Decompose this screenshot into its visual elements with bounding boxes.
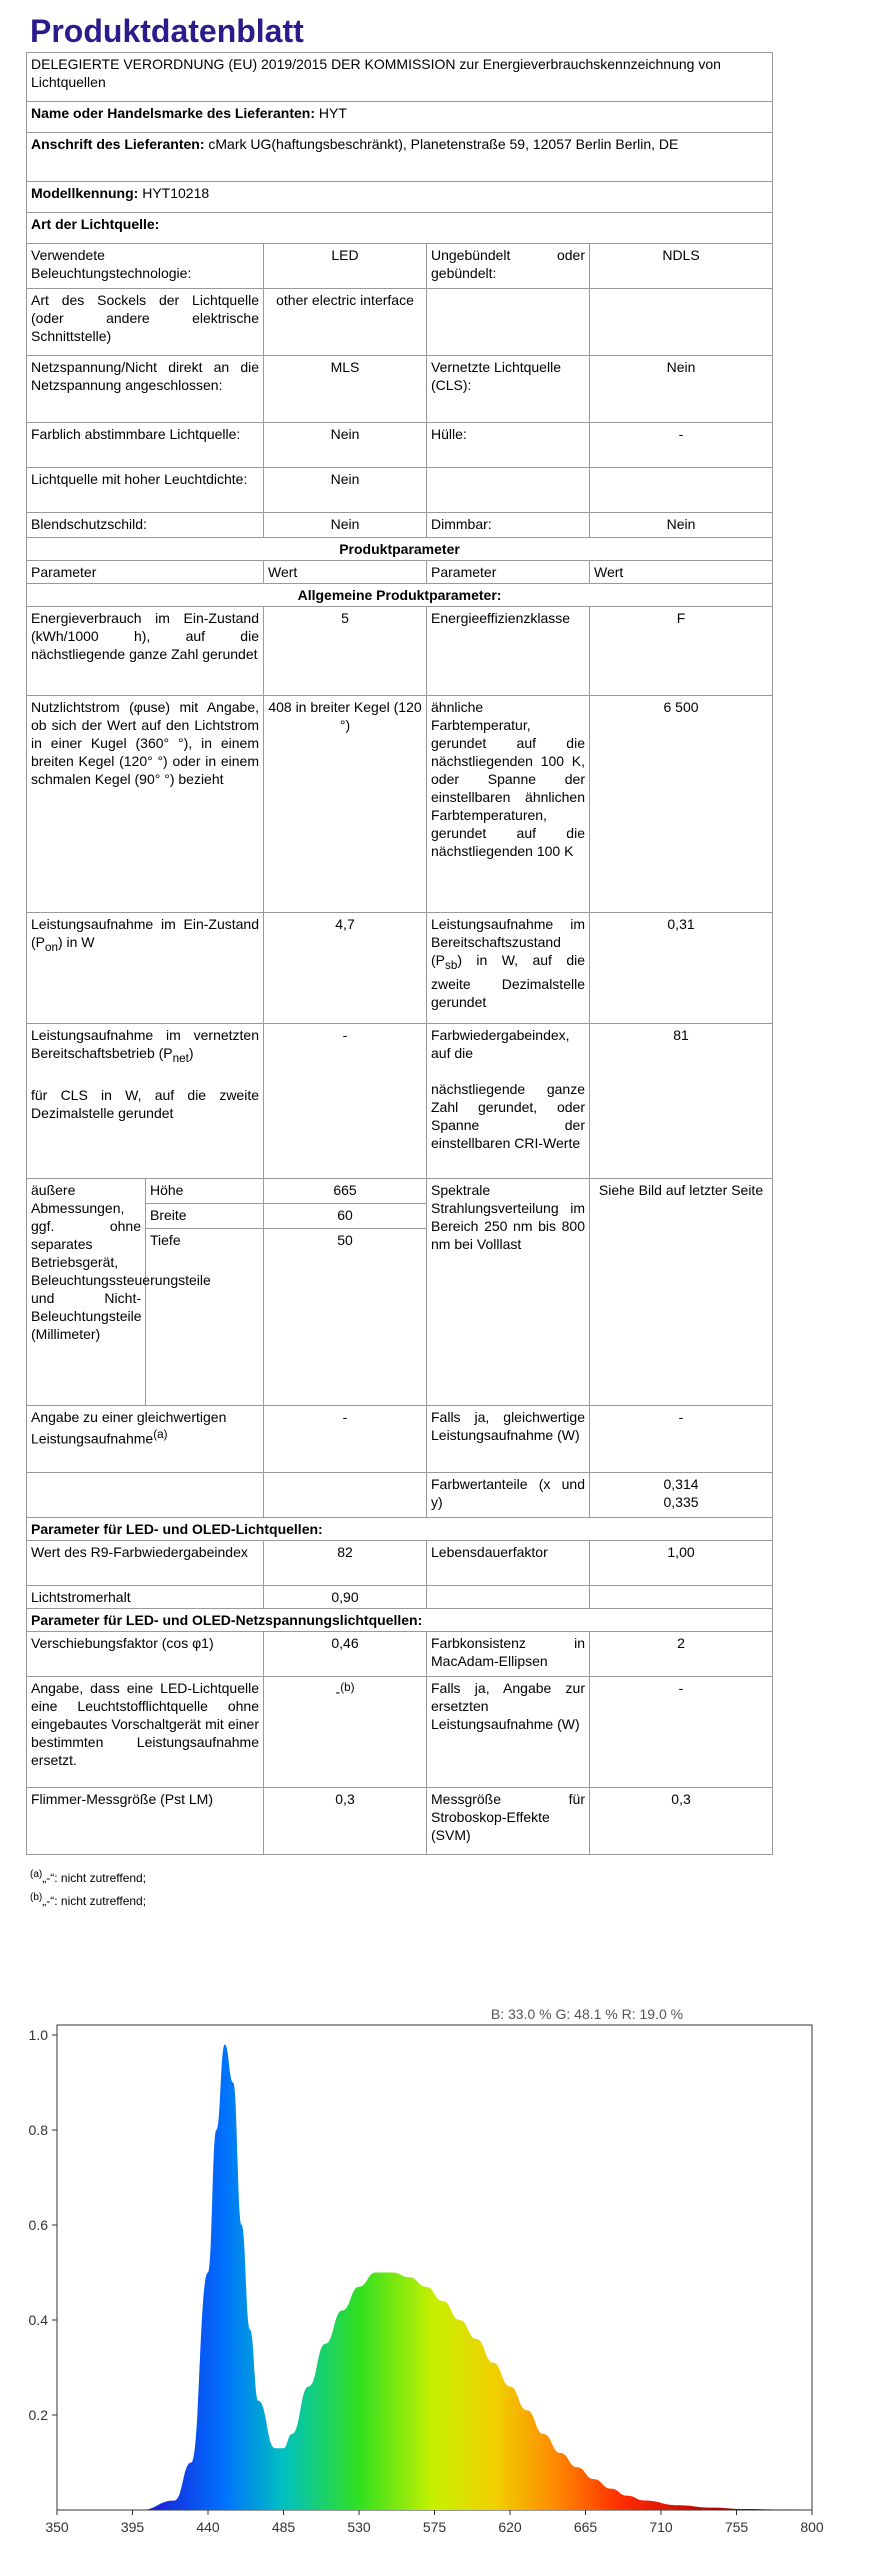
lumen-maintenance-label: Lichtstromerhalt bbox=[27, 1586, 264, 1609]
efficiency-class-value: F bbox=[590, 607, 773, 696]
flux-label: Nutzlichtstrom (φuse) mit Angabe, ob sich der Wert auf den Lichtstrom in einer Kugel (360° °), in einem breiten Kegel (120° °) oder in einem schmalen Kegel (90° °) bezieht bbox=[27, 696, 264, 913]
bundled-label: Ungebündelt oder gebündelt: bbox=[427, 244, 590, 289]
general-params-heading: Allgemeine Produktparameter: bbox=[27, 584, 773, 607]
r9-label: Wert des R9-Farbwiedergabeindex bbox=[27, 1541, 264, 1586]
y-tick-label: 1.0 bbox=[28, 2027, 48, 2043]
colour-tunable-value: Nein bbox=[264, 423, 427, 468]
stroboscopic-label: Messgröße für Stroboskop-Effekte (SVM) bbox=[427, 1788, 590, 1855]
pon-value: 4,7 bbox=[264, 913, 427, 1024]
width-value: 60 bbox=[264, 1204, 427, 1229]
cct-label: ähnliche Farbtemperatur, gerundet auf die nächstliegenden 100 K, oder Spanne der einstellbaren ähnlichen Farbtemperaturen, gerundet auf die nächstliegenden 100 K bbox=[427, 696, 590, 913]
flux-value: 408 in breiter Kegel (120 °) bbox=[264, 696, 427, 913]
cct-value: 6 500 bbox=[590, 696, 773, 913]
spd-label: Spektrale Strahlungsverteilung im Bereich 250 nm bis 800 nm bei Volllast bbox=[427, 1179, 590, 1406]
x-tick-label: 530 bbox=[347, 2519, 371, 2535]
x-tick-label: 710 bbox=[649, 2519, 673, 2535]
supplier-address-row bbox=[27, 133, 773, 182]
power-factor-label: Verschiebungsfaktor (cos φ1) bbox=[27, 1632, 264, 1677]
energy-label: Energieverbrauch im Ein-Zustand (kWh/1000 h), auf die nächstliegende ganze Zahl gerundet bbox=[27, 607, 264, 696]
depth-value: 50 bbox=[264, 1229, 427, 1406]
cri-value: 81 bbox=[590, 1024, 773, 1179]
x-tick-label: 665 bbox=[573, 2519, 598, 2535]
lumen-maintenance-value: 0,90 bbox=[264, 1586, 427, 1609]
x-tick-label: 440 bbox=[196, 2519, 220, 2535]
depth-label: Tiefe bbox=[146, 1229, 264, 1406]
product-params-heading: Produktparameter bbox=[27, 538, 773, 561]
x-tick-label: 395 bbox=[120, 2519, 145, 2535]
supplier-name-row bbox=[27, 102, 773, 133]
supplier-address-label: Anschrift des Lieferanten: bbox=[31, 136, 205, 152]
col-value: Wert bbox=[264, 561, 427, 584]
x-tick-label: 755 bbox=[724, 2519, 749, 2535]
y-tick-label: 0.2 bbox=[28, 2407, 48, 2423]
model-row bbox=[27, 182, 773, 213]
envelope-label: Hülle: bbox=[427, 423, 590, 468]
footnote-b: $^{(b)}$„-“: nicht zutreffend; bbox=[30, 1892, 147, 1908]
x-tick-label: 800 bbox=[800, 2519, 824, 2535]
dimensions-label: äußere Abmessungen, ggf. ohne separates Betriebsgerät, Beleuchtungssteuerungsteile und Nicht-Beleuchtungsteile (Millimeter) bbox=[27, 1179, 146, 1406]
led-params-heading: Parameter für LED- und OLED-Lichtquellen: bbox=[27, 1518, 773, 1541]
product-data-sheet bbox=[26, 10, 772, 1911]
energy-value: 5 bbox=[264, 607, 427, 696]
chromaticity-label: Farbwertanteile (x und y) bbox=[427, 1473, 590, 1518]
mains-label: Netzspannung/Nicht direkt an die Netzspannung angeschlossen: bbox=[27, 356, 264, 423]
power-factor-value: 0,46 bbox=[264, 1632, 427, 1677]
colour-tunable-label: Farblich abstimmbare Lichtquelle: bbox=[27, 423, 264, 468]
psb-value: 0,31 bbox=[590, 913, 773, 1024]
y-axis bbox=[29, 2027, 57, 2423]
bundled-value: NDLS bbox=[590, 244, 773, 289]
spd-value: Siehe Bild auf letzter Seite bbox=[590, 1179, 773, 1406]
y-tick-label: 0.4 bbox=[28, 2312, 48, 2328]
supplier-name: HYT bbox=[318, 105, 347, 121]
anti-glare-value: Nein bbox=[264, 513, 427, 538]
mains-params-heading: Parameter für LED- und OLED-Netzspannungslichtquellen: bbox=[27, 1609, 773, 1632]
data-table bbox=[26, 52, 773, 1855]
retrofit-power-value: - bbox=[590, 1677, 773, 1788]
y-tick-label: 0.8 bbox=[28, 2122, 48, 2138]
r9-value: 82 bbox=[264, 1541, 427, 1586]
stroboscopic-value: 0,3 bbox=[590, 1788, 773, 1855]
page-title: Produktdatenblatt bbox=[30, 13, 304, 49]
pnet-label: Leistungsaufnahme im vernetzten Bereitschaftsbetrieb $(P_{net})$ für CLS in W, auf die zweite Dezimalstelle gerundet bbox=[27, 1024, 264, 1179]
spectrum-chart bbox=[12, 2005, 882, 2555]
equivalent-power-label: Angabe zu einer gleichwertigen Leistungsaufnahme$^{(a)}$ bbox=[27, 1406, 264, 1473]
efficiency-class-label: Energieeffizienzklasse bbox=[427, 607, 590, 696]
mains-value: MLS bbox=[264, 356, 427, 423]
x-tick-label: 350 bbox=[45, 2519, 69, 2535]
dimmable-label: Dimmbar: bbox=[427, 513, 590, 538]
footnote-a: $^{(a)}$„-“: nicht zutreffend; bbox=[30, 1869, 147, 1885]
model-id: HYT10218 bbox=[142, 185, 210, 201]
retrofit-label: Angabe, dass eine LED-Lichtquelle eine Leuchtstofflichtquelle ohne eingebautes Vorschaltgerät mit einer bestimmten Leistungsaufnahme ersetzt. bbox=[27, 1677, 264, 1788]
x-axis bbox=[45, 2510, 824, 2535]
supplier-name-label: Name oder Handelsmarke des Lieferanten: bbox=[31, 105, 315, 121]
anti-glare-label: Blendschutzschild: bbox=[27, 513, 264, 538]
pon-label: Leistungsaufnahme im Ein-Zustand $(P_{on})$ in W bbox=[27, 913, 264, 1024]
retrofit-power-label: Falls ja, Angabe zur ersetzten Leistungsaufnahme (W) bbox=[427, 1677, 590, 1788]
col-value-2: Wert bbox=[590, 561, 773, 584]
lifetime-factor-label: Lebensdauerfaktor bbox=[427, 1541, 590, 1586]
height-value: 665 bbox=[264, 1179, 427, 1204]
width-label: Breite bbox=[146, 1204, 264, 1229]
regulation-text: DELEGIERTE VERORDNUNG (EU) 2019/2015 DER KOMMISSION zur Energieverbrauchskennzeichnung von Lichtquellen bbox=[27, 53, 773, 102]
pnet-value: - bbox=[264, 1024, 427, 1179]
chart-title: B: 33.0 % G: 48.1 % R: 19.0 % bbox=[490, 2006, 684, 2022]
tech-label: Verwendete Beleuchtungstechnologie: bbox=[27, 244, 264, 289]
cap-value: other electric interface bbox=[264, 289, 427, 356]
lifetime-factor-value: 1,00 bbox=[590, 1541, 773, 1586]
y-tick-label: 0.6 bbox=[28, 2217, 48, 2233]
high-luminance-label: Lichtquelle mit hoher Leuchtdichte: bbox=[27, 468, 264, 513]
cls-label: Vernetzte Lichtquelle (CLS): bbox=[427, 356, 590, 423]
retrofit-value: -$^{(b)}$ bbox=[264, 1677, 427, 1788]
macadam-label: Farbkonsistenz in MacAdam-Ellipsen bbox=[427, 1632, 590, 1677]
chromaticity-value: 0,314 0,335 bbox=[590, 1473, 773, 1518]
equivalent-power-w-value: - bbox=[590, 1406, 773, 1473]
light-source-type-heading: Art der Lichtquelle: bbox=[27, 213, 773, 244]
dimmable-value: Nein bbox=[590, 513, 773, 538]
cap-label: Art des Sockels der Lichtquelle (oder andere elektrische Schnittstelle) bbox=[27, 289, 264, 356]
x-tick-label: 620 bbox=[498, 2519, 522, 2535]
equivalent-power-w-label: Falls ja, gleichwertige Leistungsaufnahme (W) bbox=[427, 1406, 590, 1473]
supplier-address: cMark UG(haftungsbeschränkt), Planetenstraße 59, 12057 Berlin Berlin, DE bbox=[208, 136, 679, 152]
col-param: Parameter bbox=[27, 561, 264, 584]
x-tick-label: 575 bbox=[422, 2519, 447, 2535]
high-luminance-value: Nein bbox=[264, 468, 427, 513]
macadam-value: 2 bbox=[590, 1632, 773, 1677]
height-label: Höhe bbox=[146, 1179, 264, 1204]
tech-value: LED bbox=[264, 244, 427, 289]
envelope-value: - bbox=[590, 423, 773, 468]
x-tick-label: 485 bbox=[271, 2519, 296, 2535]
psb-label: Leistungsaufnahme im Bereitschaftszustand $(P_{sb})$ in W, auf die zweite Dezimalstelle gerundet bbox=[427, 913, 590, 1024]
flicker-value: 0,3 bbox=[264, 1788, 427, 1855]
model-label: Modellkennung: bbox=[31, 185, 139, 201]
flicker-label: Flimmer-Messgröße (Pst LM) bbox=[27, 1788, 264, 1855]
cri-label: Farbwiedergabeindex, auf die nächstliegende ganze Zahl gerundet, oder Spanne der einstellbaren CRI-Werte bbox=[427, 1024, 590, 1179]
equivalent-power-value: - bbox=[264, 1406, 427, 1473]
col-param-2: Parameter bbox=[427, 561, 590, 584]
cls-value: Nein bbox=[590, 356, 773, 423]
